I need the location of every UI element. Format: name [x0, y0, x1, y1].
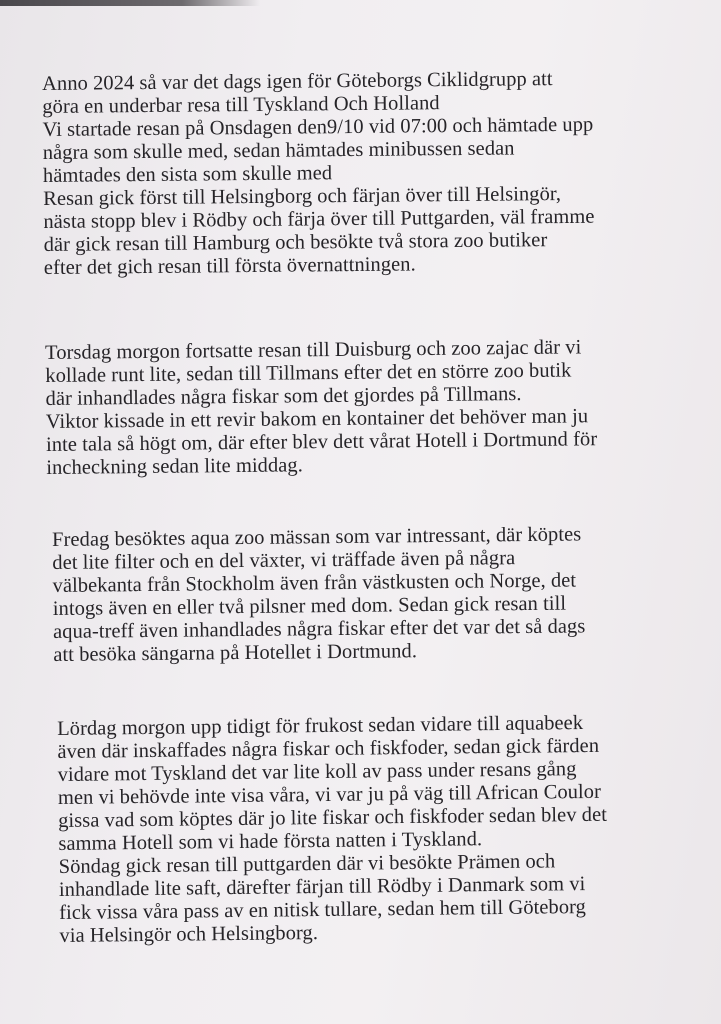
text-line: där inhandlades några fiskar som det gjordes på Tillmans. [45, 383, 522, 410]
text-line: samma Hotell som vi hade första natten i Tyskland. [58, 828, 483, 855]
text-line: även där inskaffades några fiskar och fiskfoder, sedan gick färden [57, 734, 600, 763]
text-line: gissa vad som köptes där jo lite fiskar och fiskfoder sedan blev det [58, 803, 608, 832]
text-line: det lite filter och en del växter, vi träffade även på några [52, 547, 516, 574]
text-line: Torsdag morgon fortsatte resan till Duisburg och zoo zajac där vi [45, 336, 582, 364]
text-line: incheckning sedan lite middag. [46, 454, 303, 479]
text-line: inhandlade lite saft, därefter färjan till Rödby i Danmark som vi [58, 873, 586, 901]
paragraph-friday [52, 523, 586, 667]
text-line: några som skulle med, sedan hämtades minibussen sedan [42, 137, 515, 164]
text-line: hämtades den sista som skulle med [42, 162, 333, 187]
text-line: men vi behövde inte visa våra, vi var ju på väg till African Coulor [57, 780, 602, 809]
text-line: aqua-treff även inhandlades några fiskar efter det var det så dags [52, 615, 586, 643]
text-line: Fredag besöktes aqua zoo mässan som var intressant, där köptes [52, 523, 582, 551]
text-line: via Helsingör och Helsingborg. [59, 922, 319, 947]
text-line: efter det gich resan till första övernattningen. [43, 253, 416, 279]
text-line: nästa stopp blev i Rödby och färja över till Puttgarden, väl framme [43, 205, 595, 233]
text-line: Lördag morgon upp tidigt för frukost sedan vidare till aquabeek [57, 712, 584, 740]
text-line: Anno 2024 så var det dags igen för Göteborgs Ciklidgrupp att [42, 68, 553, 95]
text-line: vidare mot Tyskland det var lite koll av pass under resans gång [57, 758, 577, 786]
text-line: att besöka sängarna på Hotellet i Dortmund. [53, 640, 418, 666]
text-line: inte tala så högt om, där efter blev dett vårat Hotell i Dortmund för [45, 428, 598, 456]
text-line: Viktor kissade in ett revir bakom en kontainer det behöver man ju [45, 405, 589, 433]
text-line: där gick resan till Hamburg och besökte två stora zoo butiker [43, 229, 548, 256]
text-line: göra en underbar resa till Tyskland Och Holland [42, 92, 440, 118]
text-line: välbekanta från Stockholm även från västkusten och Norge, det [52, 569, 577, 597]
text-line: Resan gick först till Helsingborg och färjan över till Helsingör, [43, 183, 562, 210]
text-line: fick vissa våra pass av en nitisk tullare, sedan hem till Göteborg [59, 896, 586, 924]
paragraph-wednesday [42, 68, 595, 280]
text-line: Vi startade resan på Onsdagen den9/10 vid 07:00 och hämtade upp [42, 113, 594, 141]
text-line: intogs även en eller två pilsner med dom. Sedan gick resan till [52, 592, 567, 620]
text-line: Söndag gick resan till puttgarden där vi besökte Prämen och [58, 850, 556, 878]
text-line: kollade runt lite, sedan till Tillmans efter det en större zoo butik [45, 359, 572, 387]
paragraph-thursday [45, 336, 598, 480]
paragraph-saturday-sunday [57, 712, 608, 948]
